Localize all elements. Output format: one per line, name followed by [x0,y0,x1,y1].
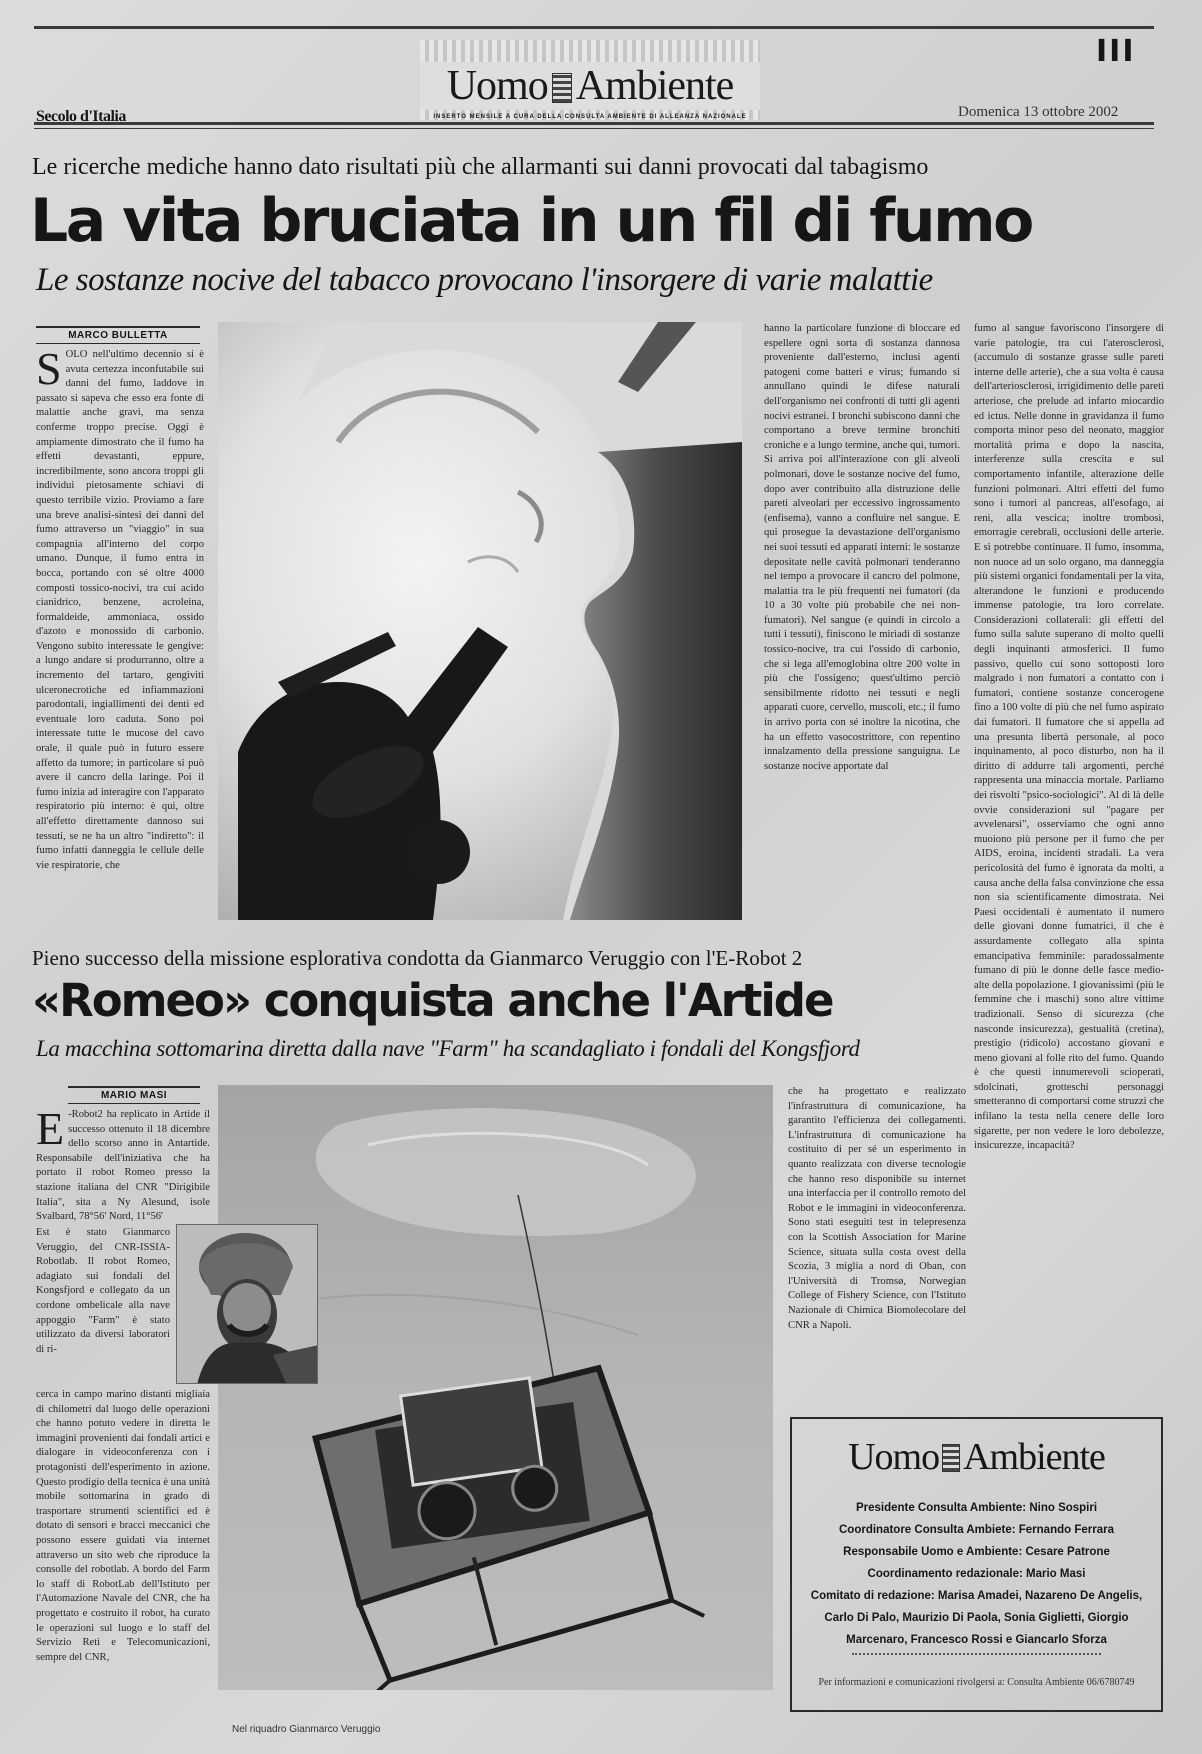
insert-subtitle: INSERTO MENSILE A CURA DELLA CONSULTA AMBIENTE DI ALLEANZA NAZIONALE [433,114,747,120]
credit-line: Marcenaro, Francesco Rossi e Giancarlo Sforza [846,1634,1107,1646]
article1-byline: MARCO BULLETTA [36,326,200,344]
credit-line: Comitato di redazione: Marisa Amadei, Nazareno De Angelis, [810,1590,1143,1602]
staff-box-logo-1: Uomo [848,1436,940,1478]
insert-logo-text [420,62,760,110]
article2-kicker: Pieno successo della missione esplorativa condotta da Gianmarco Veruggio con l'E-Robot 2 [32,946,803,970]
credit-line: Presidente Consulta Ambiente: Nino Sospiri [855,1502,1098,1514]
credit-line: Carlo Di Palo, Maurizio Di Paola, Sonia Giglietti, Giorgio [824,1612,1129,1624]
article2-byline: MARIO MASI [68,1086,200,1104]
ampersand-emblem-icon [552,73,572,103]
article2-drop-cap: E [36,1108,65,1154]
article2-column-1-top [36,1108,210,1226]
article1-column-1-text: OLO nell'ultimo decennio si è avuta certezza inconfutabile sui danni del fumo, laddove in passato si sapeva che esso era fonte di malattie anche gravi, ma senza conferme troppo precise. Oggi è ampiamente dimostrato che il fumo ha effetti devastanti, eppure, incredibilmente, sono ancora troppi gli individui pietosamente schiavi di questo terribile vizio. Proviamo a fare una breve analisi-sintesi dei danni del fumo attraverso un "viaggio" in sua compagnia all'interno del corpo umano. Dunque, il fumo entra in bocca, portando con sé oltre 4000 composti tossico-nocivi, tra cui acido cianidrico, benzene, acroleina, formaldeide, ammoniaca, ossido d'azoto e monossido di carbonio. Vengono subito interessate le gengive: a lungo andare si produrranno, oltre a incremento del tartaro, gengiviti ulceronecrotiche ed infiammazioni parodontali, ingiallimenti dei denti ed eventuale loro caduta. Sono poi interessate tutte le mucose del cavo orale, il quale può in futuro essere affetto da tumore; in particolare si può avere il cancro della laringe. Poi il fumo inizia ad interagire con l'apparato respiratorio più interno: è qui, oltre all'effetto direttamente dannoso sui tessuti, se ne ha un altro "indiretto": il fumo infatti danneggia le cellule delle vie respiratorie, che [36,349,204,871]
credit-line: Coordinamento redazionale: Mario Masi [867,1568,1086,1580]
robot-photo-image [218,1085,773,1690]
article1-deck: Le sostanze nocive del tabacco provocano l'insorgere di varie malattie [36,262,933,298]
page-number: III [1096,34,1136,69]
article2-headline: «Romeo» conquista anche l'Artide [32,974,833,1027]
article1-column-3: fumo al sangue favoriscono l'insorgere di varie patologie, tra cui l'aterosclerosi, (accumulo di sostanze grasse sulle pareti interne delle arterie), che a sua volta è causa dell'arteriosclerosi, irrigidimento delle pareti arteriose, che prelude ad infarto miocardio ed ictus. Nelle donne in gravidanza il fumo comporta minor peso del neonato, maggior mortalità prima e dopo la nascita, interferenze sulla crescita e sul comportamento infantile, alterazione delle funzioni polmonari. Altri effetti del fumo sono i tumori al pancreas, all'esofago, ai reni, alla vescica; inoltre trombosi, emorragie cerebrali, occlusioni delle arterie. E si potrebbe continuare. Il fumo, insomma, non nuoce ad un solo organo, ma danneggia più sistemi organici fondamentali per la vita, alterandone le funzioni e producendo immense patologie, tra loro correlate. Considerazioni collaterali: gli effetti del fumo sulla salute superano di molto quelli degli inquinanti atmosferici. Il fumo passivo, quello cui sono sottoposti loro malgrado i non fumatori a contatto con i fumatori, contiene sostanze concerogene fino a 100 volte di più che nel fumo aspirato dai fumatori. Il fumatore che si appella ad una presunta libertà personale, al poco inquinamento, al poco disturbo, non ha il diritto di addurre tali argomenti, perché rappresenta una minaccia mortale. Parliamo dei risvolti "psico-sociologici". Al di là delle ovvie considerazioni sul "pagare per avvelenarsi", osserviamo che ogni anno muoiono più persone per il fumo che per AIDS, eroina, incidenti stradali. La vera pericolosità del fumo è ignorata da molti, a causa anche della falsa convinzione che essa non sia scientificamente dimostrata. Nei Paesi occidentali è aumentato il numero delle giovani donne fumatrici, il che è assurdamente collegato alla spinta emancipativa femminile: paradossalmente fumano di più le donne delle fasce medio-alte della popolazione. I giovanissimi (più le femmine che i maschi) sono altre vittime tradizionali. Senso di sicurezza (che nasconde insicurezza), gestualità (cretina), prestigio (ridicolo) accostano giovani e meno giovani al folle rito del fumo. Quando è che questi innumerevoli scioperati, sdolcinati, grotteschi personaggi smetteranno di comportarsi come struzzi che infilano la testa nella cenere delle loro sigarette, per non vedere le loro debolezze, insicurezze, incapacità? [974,323,1164,1152]
header-rule [34,122,1154,125]
article2-column-2: che ha progettato e realizzato l'infrastruttura di comunicazione, ha garantito l'efficienza dei collegamenti. L'infrastruttura di comunicazione ha costituito di per sé un esperimento in quanto realizzata con diverse tecnologie che hanno reso disponibile su internet una interfaccia per il controllo remoto del Robot e le immagini in videoconferenza. Sono stati eseguiti test in telepresenza con la Scottish Association for Marine Science, situata sulla costa ovest della Scozia, 3 miglia a nord di Oban, con l'Università di Tromsø, Norwegian College of Fishery Science, con l'Istituto Nazionale di Chimica Biomolecolare del CNR a Napoli. [788,1086,966,1331]
article1-drop-cap: S [36,348,62,394]
credit-line: Coordinatore Consulta Ambiete: Fernando Ferrara [839,1524,1114,1536]
article2-column-1-narrow: Est è stato Gianmarco Veruggio, del CNR-ISSIA-Robotlab. Il robot Romeo, adagiato sui fondali del Kongsfjord e collegato da un cordone ombelicale alla nave appoggio "Farm" è stato utilizzato da diversi laboratori di ri- [36,1227,170,1355]
veruggio-portrait [176,1224,318,1384]
veruggio-portrait-image [177,1225,318,1384]
issue-date: Domenica 13 ottobre 2002 [958,104,1119,120]
article2-column-1-top-text: -Robot2 ha replicato in Artide il successo ottenuto il 18 dicembre dello scorso anno in Antartide. Responsabile dell'iniziativa che ha portato il robot Romeo presso la stazione italiana del CNR "Dirigibile Italia", sita a Ny Alesund, isole Svalbard, 78°56' Nord, 11°56' [36,1109,210,1223]
staff-credits [798,1497,1155,1651]
newspaper-name: Secolo d'Italia [36,108,126,125]
staff-box-logo-2: Ambiente [963,1436,1105,1478]
top-rule [34,26,1154,29]
smoker-photo [218,322,742,920]
article2-column-1-rest: cerca in campo marino distanti migliaia di chilometri dal luogo delle operazioni che hanno potuto vedere in diretta le immagini provenienti dai fondali artici e dialogare in videoconferenza con i protagonisti dell'esperimento in azione. Questo prodigio della tecnica è una unità mobile sottomarina in grado di trasportare strumenti scientifici ed è dotato di sensori e bracci meccanici che possono essere guidati via internet attraverso un sito web che riproduce la consolle del robotlab. A bordo del Farm lo staff di RobotLab dell'Istituto per l'Automazione Navale del CNR, che ha progettato e costruito il robot, ha curato le operazioni sul luogo e lo staff del Servizio Reti e Telecomunicazioni, sempre del CNR, [36,1389,210,1663]
article1-column-2: hanno la particolare funzione di bloccare ed espellere ogni sorta di sostanza dannosa proveniente dall'esterno, inclusi agenti patogeni come batteri e virus; fumando si annullano quindi le difese naturali dell'organismo nei confronti di tutti gli agenti nocivi estranei. I bronchi subiscono danni che comportano a breve termine bronchiti croniche e a lungo termine, anche qui, tumori. Si arriva poi all'interazione con gli alveoli polmonari, dove le sostanze nocive del fumo, dopo aver contribuito alla distruzione delle pareti alveolari per eccessivo ingrossamento (enfisema), vanno a confluire nel sangue. E qui prosegue la devastazione dell'organismo nei suoi tessuti ed apparati interni: le sostanze depositate nelle cavità polmonari tenderanno nel tempo a provocare il cancro del polmone, malattia tra le più frequenti nei fumatori (da 10 a 30 volte più probabile che nei non-fumatori). Nel sangue (e quindi in circolo a tutti i tessuti), finiscono le miriadi di sostanze tossico-nocive, tra cui l'ossido di carbonio, che si lega all'emoglobina oltre 200 volte in più che l'ossigeno; quest'ultimo perciò sensibilmente ridotto nei tessuti e negli apparati cuore, cervello, muscoli, etc.; il fumo in arrivo porta con sé inoltre la nicotina, che ha un effetto vasocostrittore, con repentino innalzamento della pressione sanguigna. Le sostanze nocive apportate dal [764,323,960,772]
smoker-photo-image [218,322,742,920]
credit-line: Responsabile Uomo e Ambiente: Cesare Patrone [843,1546,1110,1558]
staff-box-logo [792,1435,1161,1479]
insert-logo [420,40,760,120]
ampersand-emblem-icon [942,1444,960,1472]
insert-title-1: Uomo [446,63,548,109]
dotted-divider [852,1653,1101,1655]
photo-caption: Nel riquadro Gianmarco Veruggio [232,1724,381,1735]
header-rule-thin [34,128,1154,129]
contact-line: Per informazioni e comunicazioni rivolgersi a: Consulta Ambiente 06/6780749 [818,1677,1135,1688]
article2-deck: La macchina sottomarina diretta dalla nave "Farm" ha scandagliato i fondali del Kongsfjord [36,1036,860,1061]
insert-title-2: Ambiente [575,63,734,109]
article1-kicker: Le ricerche mediche hanno dato risultati più che allarmanti sui danni provocati dal tabagismo [32,154,929,180]
robot-photo [218,1085,773,1690]
staff-credits-box [790,1417,1163,1712]
article1-headline: La vita bruciata in un fil di fumo [30,186,1032,256]
article1-column-1 [36,348,204,918]
